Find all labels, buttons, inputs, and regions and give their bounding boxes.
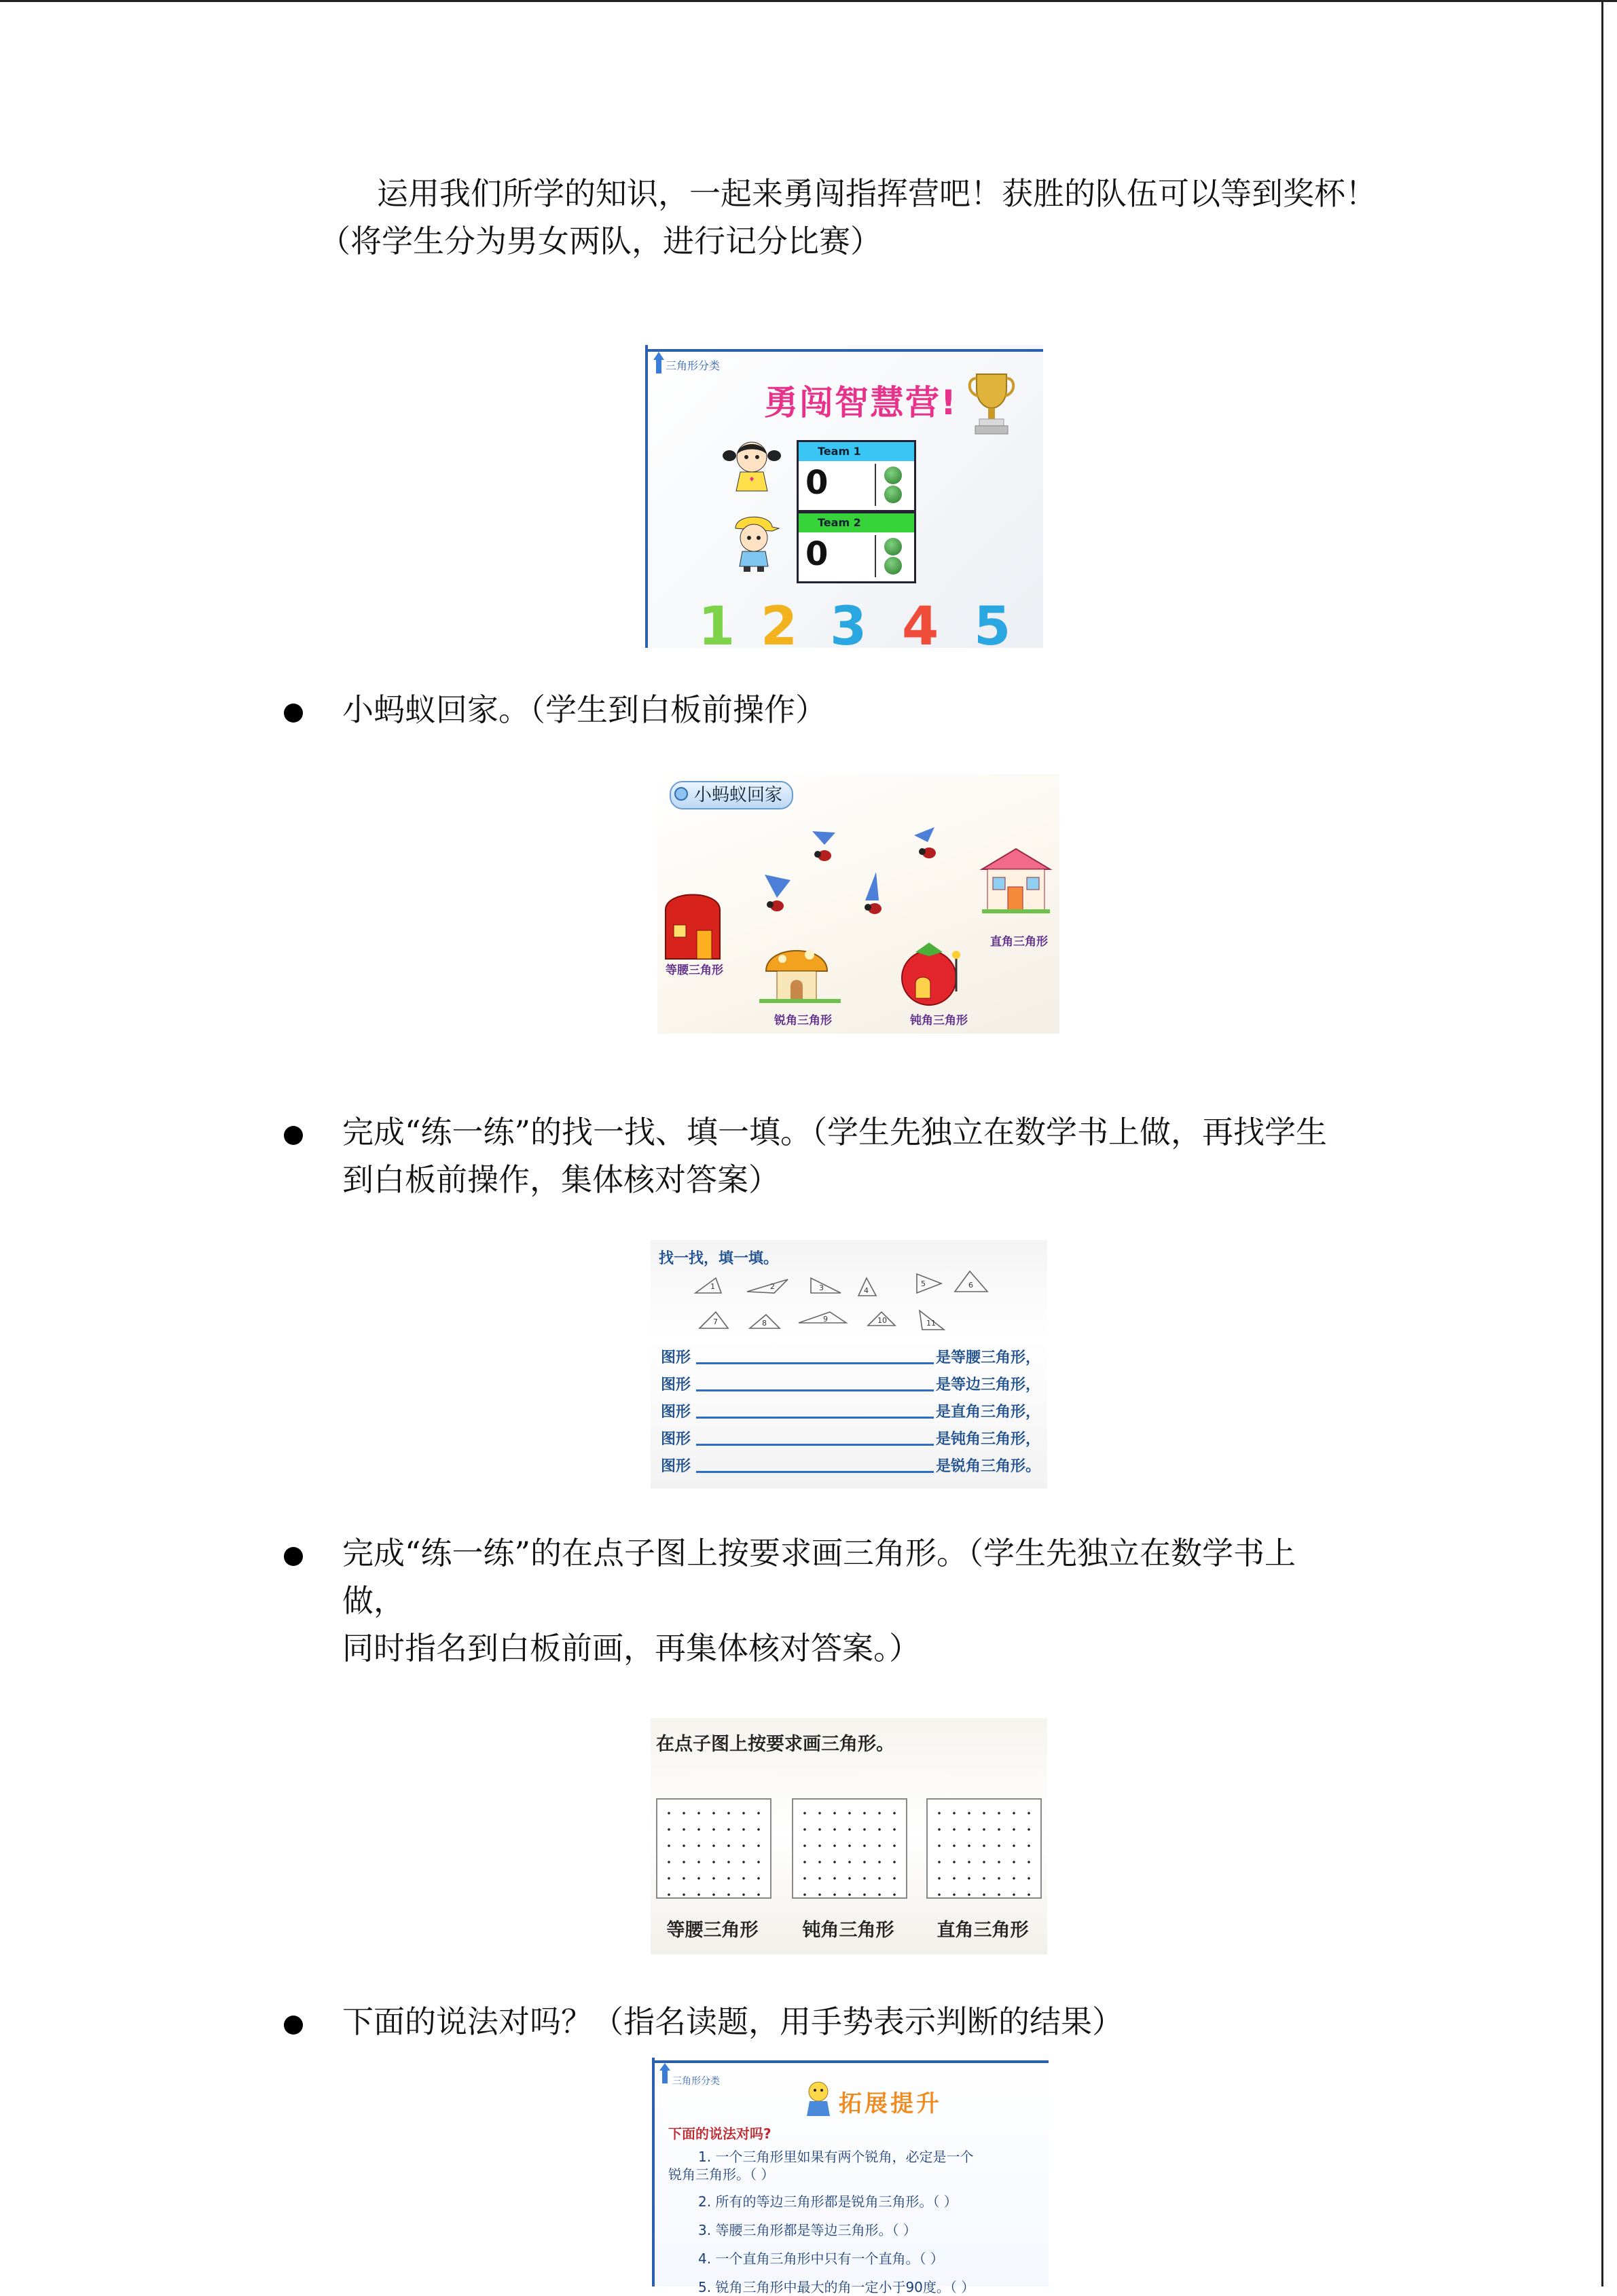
ant-icon[interactable] [914, 827, 936, 858]
ant-icon[interactable] [765, 875, 791, 911]
answer-blank[interactable] [696, 1471, 934, 1473]
fill-prefix: 图形 [661, 1377, 691, 1393]
fill-suffix: 是等边三角形， [936, 1377, 1041, 1393]
answer-blank[interactable] [696, 1389, 934, 1391]
bullet-dot [284, 704, 303, 723]
shape-number: 9 [823, 1315, 828, 1324]
bullet-text-line-3: 同时指名到白板前画，再集体核对答案。） [342, 1630, 920, 1666]
find-fill-screenshot [651, 1240, 1047, 1489]
shape-number: 10 [877, 1316, 887, 1325]
scoreboard-screenshot [645, 345, 1043, 657]
bullet-text: 下面的说法对吗？（指名读题，用手势表示判断的结果） [342, 2003, 1123, 2040]
shape-number: 8 [762, 1319, 767, 1328]
shape-number: 11 [926, 1319, 936, 1328]
shape-number: 6 [968, 1281, 973, 1290]
frame-top [652, 2060, 1049, 2063]
team-2-label: Team 2 [799, 513, 914, 532]
right-border [1601, 0, 1603, 2286]
top-border [0, 0, 1617, 2]
bullet-text-line-2: 做， [342, 1582, 405, 1619]
question-1-line-1: 1. 一个三角形里如果有两个锐角，必定是一个 [698, 2149, 974, 2165]
team-2-score-stepper[interactable] [875, 535, 910, 577]
trophy-icon [964, 369, 1019, 437]
boy-avatar-icon [723, 508, 784, 573]
pencil-icon [651, 350, 667, 375]
question-4: 4. 一个直角三角形中只有一个直角。（ ） [698, 2251, 944, 2267]
shape-number: 1 [710, 1282, 715, 1291]
bullet-text-line-2: 到白板前操作，集体核对答案） [342, 1161, 780, 1198]
team-1-decrease-button[interactable] [884, 486, 902, 503]
level-4-button[interactable]: 4 [902, 596, 939, 657]
team-1-increase-button[interactable] [884, 467, 902, 484]
grid-label-obtuse: 钝角三角形 [802, 1920, 894, 1941]
exercise-heading: 找一找，填一填。 [659, 1250, 779, 1267]
grid-label-right: 直角三角形 [937, 1920, 1029, 1941]
answer-blank[interactable] [696, 1444, 934, 1446]
ant-icon[interactable] [812, 831, 835, 861]
fill-row-equilateral [661, 1373, 1041, 1395]
intro-line-2: （将学生分为男女两队，进行记分比赛） [319, 223, 882, 259]
dot-grid-screenshot [651, 1718, 1047, 1954]
bullet-ant-home [284, 686, 1438, 733]
shape-number: 2 [770, 1282, 775, 1291]
girl-avatar-icon [720, 437, 784, 498]
level-1-button[interactable]: 1 [698, 596, 735, 657]
activity-title: 小蚂蚁回家 [670, 781, 793, 809]
bullet-true-false [284, 1998, 1438, 2045]
team-2-score: 0 [805, 535, 829, 573]
team-1-score-stepper[interactable] [875, 464, 910, 506]
fill-row-obtuse [661, 1427, 1041, 1449]
fill-suffix: 是锐角三角形。 [936, 1458, 1041, 1475]
shape-number: 5 [921, 1279, 926, 1288]
team-2-scoreboard [797, 511, 916, 583]
brand-label: 三角形分类 [672, 2076, 720, 2087]
shape-number: 3 [819, 1283, 824, 1292]
grid-label-isosceles: 等腰三角形 [666, 1920, 759, 1941]
question-2: 2. 所有的等边三角形都是锐角三角形。（ ） [698, 2193, 958, 2210]
bullet-dot [284, 1126, 303, 1145]
shape-number: 7 [713, 1317, 718, 1326]
dot-grid-right[interactable] [926, 1798, 1042, 1899]
ant-home-screenshot [657, 774, 1059, 1034]
brick-house-icon[interactable] [666, 895, 720, 960]
team-1-label: Team 1 [799, 442, 914, 461]
answer-blank[interactable] [696, 1362, 934, 1364]
team-1-score: 0 [805, 464, 829, 502]
shape-number: 4 [864, 1286, 869, 1295]
team-1-scoreboard [797, 440, 916, 512]
team-2-increase-button[interactable] [884, 538, 902, 555]
dot-grid-isosceles[interactable] [656, 1798, 771, 1899]
fill-suffix: 是直角三角形， [936, 1404, 1041, 1421]
page-title: 拓展提升 [839, 2090, 942, 2117]
strawberry-house-icon[interactable] [902, 943, 960, 1005]
bullet-dot [284, 1547, 303, 1566]
ant-scene [657, 774, 1059, 1034]
obtuse-house-label: 钝角三角形 [910, 1014, 968, 1027]
fill-row-acute [661, 1455, 1041, 1476]
question-5: 5. 锐角三角形中最大的角一定小于90度。（ ） [698, 2279, 975, 2295]
fill-prefix: 图形 [661, 1404, 691, 1421]
level-2-button[interactable]: 2 [761, 596, 798, 657]
question-1-line-2: 锐角三角形。（ ） [668, 2166, 775, 2183]
mushroom-house-icon[interactable] [759, 950, 841, 1001]
fill-prefix: 图形 [661, 1349, 691, 1366]
fill-prefix: 图形 [661, 1458, 691, 1475]
isosceles-house-label: 等腰三角形 [666, 964, 723, 977]
fill-prefix: 图形 [661, 1431, 691, 1448]
team-2-decrease-button[interactable] [884, 557, 902, 575]
fill-suffix: 是钝角三角形， [936, 1431, 1041, 1448]
pink-house-icon[interactable] [982, 849, 1050, 911]
dot-grid-obtuse[interactable] [792, 1798, 907, 1899]
fill-suffix: 是等腰三角形， [936, 1349, 1041, 1366]
answer-blank[interactable] [696, 1417, 934, 1419]
page-title: 勇闯智慧营! [764, 383, 958, 422]
acute-house-label: 锐角三角形 [774, 1014, 832, 1027]
pencil-icon [657, 2062, 672, 2085]
frame-top [645, 349, 1043, 352]
level-5-button[interactable]: 5 [974, 596, 1011, 657]
fill-row-isosceles [661, 1346, 1041, 1368]
frame-left [645, 345, 648, 648]
fill-row-right [661, 1400, 1041, 1422]
right-house-label: 直角三角形 [990, 935, 1048, 949]
bullet-text: 小蚂蚁回家。（学生到白板前操作） [342, 691, 826, 728]
bullet-dot [284, 2016, 303, 2035]
true-false-screenshot [652, 2058, 1049, 2295]
exercise-heading: 在点子图上按要求画三角形。 [656, 1734, 894, 1755]
question-3: 3. 等腰三角形都是等边三角形。（ ） [698, 2222, 917, 2238]
level-3-button[interactable]: 3 [830, 596, 867, 657]
bullet-text-line-1: 完成“练一练”的在点子图上按要求画三角形。（学生先独立在数学书上 [342, 1535, 1296, 1571]
intro-line-1: 运用我们所学的知识，一起来勇闯指挥营吧！获胜的队伍可以等到奖杯！ [377, 175, 1377, 212]
frame-left [652, 2058, 655, 2286]
bullet-find-fill [284, 1108, 1438, 1203]
bullet-dot-grid [284, 1529, 1438, 1672]
mascot-icon [801, 2077, 835, 2117]
question-heading: 下面的说法对吗? [668, 2126, 771, 2142]
ant-icon[interactable] [865, 872, 882, 914]
bullet-text-line-1: 完成“练一练”的找一找、填一填。（学生先独立在数学书上做，再找学生 [342, 1114, 1328, 1150]
brand-label: 三角形分类 [666, 359, 721, 372]
